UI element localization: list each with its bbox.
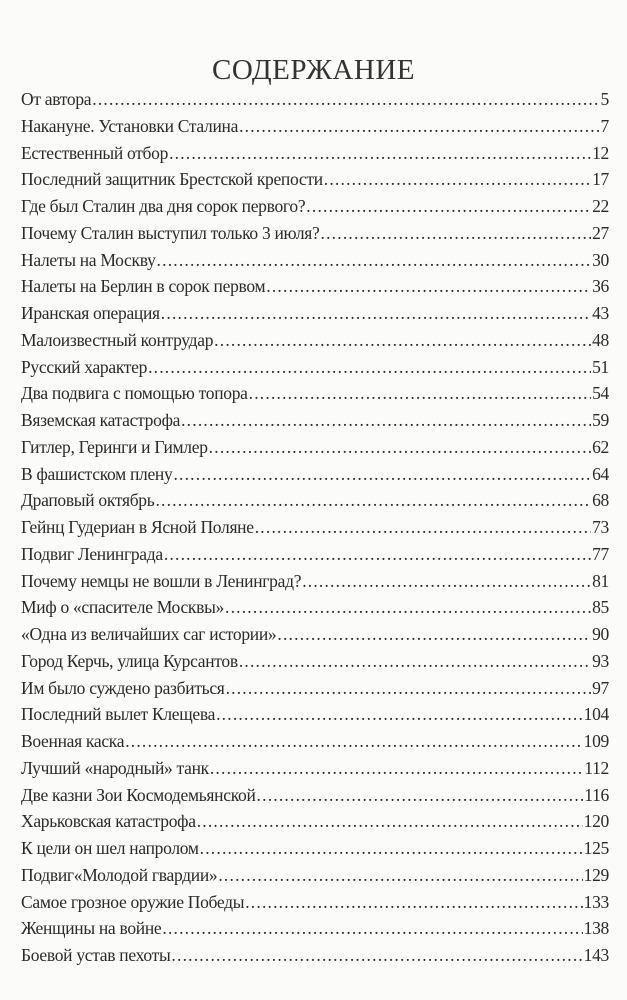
dot-leader — [164, 544, 591, 565]
toc-entry-page: 27 — [592, 222, 609, 243]
toc-entry — [21, 918, 609, 945]
toc-entry-page: 81 — [592, 570, 609, 591]
toc-entry — [21, 945, 609, 972]
dot-leader — [266, 276, 591, 297]
toc-entry — [21, 437, 609, 464]
dot-leader — [226, 678, 592, 699]
toc-entry-title: Гитлер, Геринги и Гимлер — [21, 436, 208, 457]
toc-entry-page: 125 — [583, 838, 609, 858]
toc-entry-page: 68 — [592, 490, 609, 511]
toc-entry-title: Миф о «спасителе Москвы» — [21, 597, 224, 618]
toc-entry — [21, 357, 609, 384]
toc-entry — [21, 89, 609, 116]
toc-entry — [21, 223, 609, 250]
toc-entry — [21, 517, 609, 544]
dot-leader — [239, 651, 591, 672]
toc-entry-page: 59 — [592, 410, 609, 430]
toc-entry-title: Гейнц Гудериан в Ясной Поляне — [21, 517, 254, 537]
toc-entry-page: 48 — [592, 329, 609, 350]
toc-entry-title: Где был Сталин два дня сорок первого? — [21, 196, 306, 216]
toc-entry — [21, 571, 609, 598]
toc-entry — [21, 865, 609, 892]
toc-entry-title: Иранская операция — [21, 303, 160, 323]
dot-leader — [157, 250, 592, 271]
toc-entry-title: Накануне. Установки Сталина — [21, 115, 239, 136]
dot-leader — [249, 383, 591, 404]
toc-entry-title: «Одна из величайших саг истории» — [21, 624, 277, 644]
dot-leader — [306, 196, 591, 217]
toc-entry-title: Лучший «народный» танк — [21, 757, 209, 778]
toc-entry-title: Налеты на Берлин в сорок первом — [21, 276, 266, 297]
toc-entry — [21, 464, 609, 491]
toc-entry — [21, 597, 609, 624]
toc-entry — [21, 276, 609, 303]
dot-leader — [173, 464, 591, 485]
dot-leader — [210, 758, 583, 779]
dot-leader — [239, 116, 599, 137]
dot-leader — [148, 357, 591, 378]
toc-entry-title: Две казни Зои Космодемьянской — [21, 784, 256, 805]
dot-leader — [245, 892, 582, 913]
toc-entry-page: 90 — [592, 624, 609, 644]
toc-entry-page: 109 — [583, 731, 609, 751]
toc-entry-title: Налеты на Москву — [21, 249, 156, 270]
toc-entry — [21, 196, 609, 223]
toc-entry — [21, 731, 609, 758]
toc-entry-title: Почему Сталин выступил только 3 июля? — [21, 222, 320, 243]
toc-entry-title: Военная каска — [21, 731, 125, 751]
dot-leader — [257, 785, 584, 806]
toc-entry-title: Харьковская катастрофа — [21, 811, 196, 832]
dot-leader — [197, 811, 583, 832]
toc-entry-page: 112 — [584, 757, 609, 778]
toc-entry-title: Самое грозное оружие Победы — [21, 891, 245, 912]
toc-entry-title: Женщины на войне — [21, 918, 162, 939]
toc-entry — [21, 624, 609, 651]
toc-entry — [21, 143, 609, 170]
toc-entry — [21, 758, 609, 785]
toc-entry-page: 116 — [584, 784, 609, 805]
dot-leader — [161, 303, 591, 324]
toc-entry-page: 12 — [592, 142, 609, 163]
toc-entry-page: 5 — [600, 89, 609, 109]
toc-entry-title: От автора — [21, 89, 92, 109]
dot-leader — [162, 918, 582, 939]
table-of-contents — [21, 89, 609, 972]
toc-entry — [21, 811, 609, 838]
toc-entry-page: 17 — [592, 169, 609, 190]
toc-entry — [21, 838, 609, 865]
toc-entry — [21, 544, 609, 571]
toc-entry-page: 64 — [592, 463, 609, 484]
dot-leader — [169, 143, 591, 164]
toc-entry-page: 73 — [592, 517, 609, 537]
toc-entry-page: 93 — [592, 650, 609, 671]
dot-leader — [214, 330, 591, 351]
toc-entry-title: Последний защитник Брестской крепости — [21, 169, 323, 190]
dot-leader — [255, 517, 591, 538]
dot-leader — [277, 624, 591, 645]
toc-entry-page: 62 — [592, 436, 609, 457]
toc-entry-page: 51 — [592, 356, 609, 377]
toc-entry — [21, 785, 609, 812]
dot-leader — [171, 945, 582, 966]
toc-entry — [21, 678, 609, 705]
dot-leader — [324, 169, 591, 190]
toc-entry — [21, 704, 609, 731]
toc-entry-page: 143 — [583, 945, 609, 965]
toc-entry — [21, 116, 609, 143]
toc-entry — [21, 250, 609, 277]
dot-leader — [125, 731, 582, 752]
toc-entry-page: 30 — [592, 249, 609, 270]
toc-entry-page: 138 — [583, 918, 609, 939]
dot-leader — [200, 838, 583, 859]
toc-entry-title: Два подвига с помощью топора — [21, 383, 248, 404]
toc-entry-page: 7 — [600, 115, 609, 136]
toc-entry-page: 36 — [592, 276, 609, 297]
toc-entry-title: Подвиг Ленинграда — [21, 543, 163, 564]
toc-entry — [21, 383, 609, 410]
page-title: СОДЕРЖАНИЕ — [212, 54, 415, 86]
dot-leader — [209, 437, 591, 458]
toc-entry-title: Драповый октябрь — [21, 490, 155, 511]
dot-leader — [321, 223, 592, 244]
toc-entry-title: Малоизвестный контрудар — [21, 329, 214, 350]
toc-entry — [21, 330, 609, 357]
dot-leader — [225, 597, 591, 618]
toc-entry-page: 97 — [592, 677, 609, 698]
toc-entry-title: Русский характер — [21, 356, 148, 377]
toc-entry-title: В фашистском плену — [21, 463, 173, 484]
toc-entry — [21, 892, 609, 919]
toc-entry-page: 85 — [592, 597, 609, 618]
toc-entry-page: 129 — [583, 864, 609, 885]
dot-leader — [216, 704, 583, 725]
toc-entry-title: Вяземская катастрофа — [21, 410, 181, 430]
toc-entry-page: 104 — [583, 704, 609, 725]
toc-entry-page: 77 — [592, 543, 609, 564]
dot-leader — [218, 865, 582, 886]
toc-entry — [21, 303, 609, 330]
toc-entry-title: Подвиг«Молодой гвардии» — [21, 864, 218, 885]
toc-entry — [21, 169, 609, 196]
toc-entry-title: Боевой устав пехоты — [21, 945, 171, 965]
toc-entry-page: 22 — [592, 196, 609, 216]
toc-entry-title: Им было суждено разбиться — [21, 677, 225, 698]
toc-entry-page: 43 — [592, 303, 609, 323]
dot-leader — [302, 571, 591, 592]
dot-leader — [181, 410, 591, 431]
dot-leader — [155, 490, 591, 511]
toc-entry-page: 54 — [592, 383, 609, 404]
toc-entry — [21, 651, 609, 678]
toc-entry-page: 133 — [583, 891, 609, 912]
toc-entry-title: К цели он шел напролом — [21, 838, 199, 858]
toc-entry — [21, 410, 609, 437]
toc-entry-title: Почему немцы не вошли в Ленинград? — [21, 570, 302, 591]
toc-entry-title: Естественный отбор — [21, 142, 169, 163]
dot-leader — [92, 89, 599, 110]
toc-entry — [21, 490, 609, 517]
toc-entry-page: 120 — [583, 811, 609, 832]
toc-entry-title: Последний вылет Клещева — [21, 704, 216, 725]
toc-entry-title: Город Керчь, улица Курсантов — [21, 650, 238, 671]
